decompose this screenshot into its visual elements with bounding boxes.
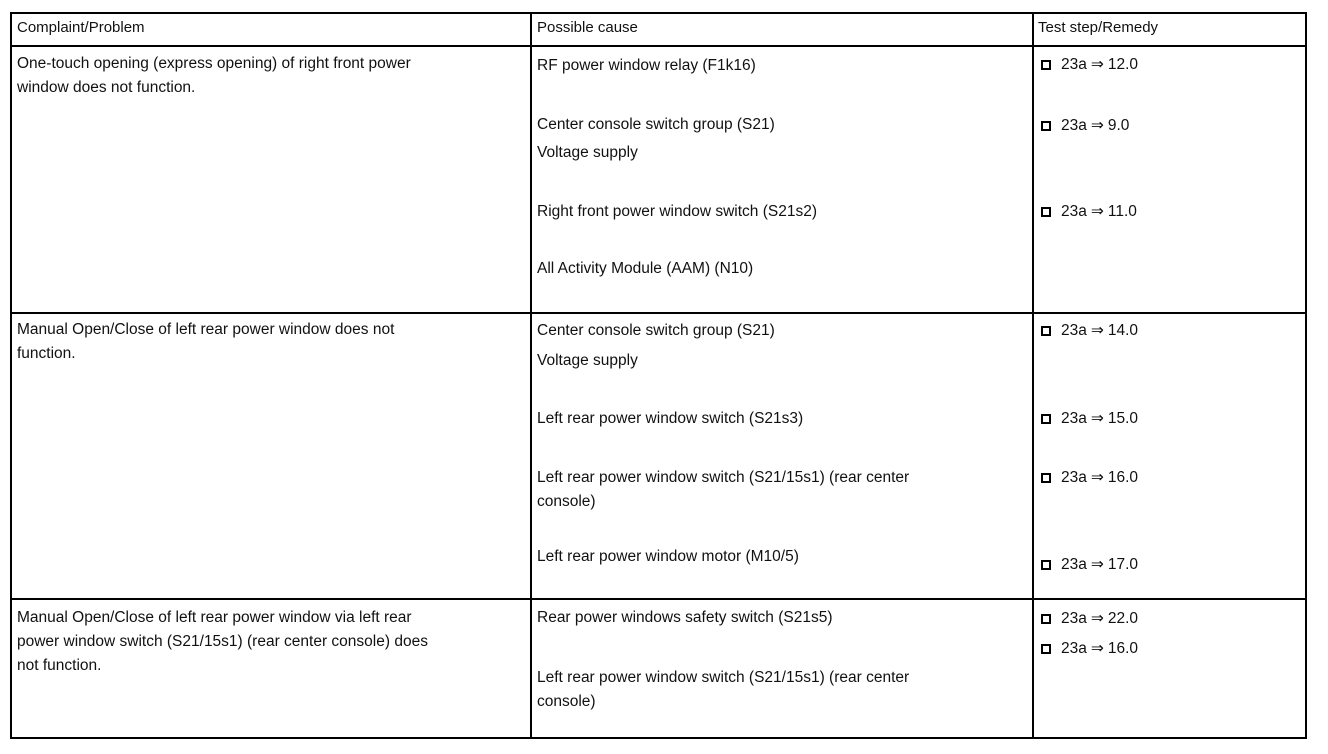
checkbox-icon (1041, 207, 1051, 217)
cause-line: RF power window relay (F1k16) (537, 57, 756, 74)
cause-line: console) (537, 493, 596, 510)
complaint-line: power window switch (S21/15s1) (rear center console) does (17, 633, 428, 650)
test-step: 22.0 (1107, 610, 1139, 627)
cause-line: All Activity Module (AAM) (N10) (537, 260, 754, 277)
column-divider (530, 14, 532, 737)
test-step: 17.0 (1107, 556, 1139, 573)
column-divider (1032, 14, 1034, 737)
checkbox-icon (1041, 614, 1051, 624)
row2-test-2 (1041, 407, 1138, 431)
arrow-icon: ⇒ (1090, 410, 1104, 427)
test-step: 12.0 (1107, 56, 1139, 73)
complaint-line: One-touch opening (express opening) of right front power (17, 55, 411, 72)
cause-line: Voltage supply (537, 352, 638, 369)
row1-test-1 (1041, 53, 1138, 77)
checkbox-icon (1041, 560, 1051, 570)
row2-cause-1 (537, 319, 775, 373)
test-code: 23a (1061, 556, 1087, 573)
arrow-icon: ⇒ (1090, 117, 1104, 134)
row2-test-4 (1041, 553, 1138, 577)
cause-line: Left rear power window switch (S21/15s1) (rear center (537, 669, 910, 686)
row3-cause-2 (537, 666, 909, 714)
checkbox-icon (1041, 473, 1051, 483)
row3-test-2 (1041, 637, 1138, 661)
cause-line: Rear power windows safety switch (S21s5) (537, 609, 833, 626)
arrow-icon: ⇒ (1090, 56, 1104, 73)
test-step: 15.0 (1107, 410, 1139, 427)
test-step: 16.0 (1107, 640, 1139, 657)
row1-test-2 (1041, 114, 1129, 138)
test-step: 11.0 (1107, 203, 1137, 220)
row3-complaint (17, 606, 428, 678)
row-divider (12, 312, 1305, 314)
row1-complaint (17, 52, 411, 100)
test-code: 23a (1061, 117, 1087, 134)
complaint-line: Manual Open/Close of left rear power window via left rear (17, 609, 412, 626)
checkbox-icon (1041, 326, 1051, 336)
row1-cause-4 (537, 257, 753, 281)
header-test-step: Test step/Remedy (1038, 19, 1159, 36)
cause-line: Left rear power window switch (S21s3) (537, 410, 804, 427)
complaint-line: Manual Open/Close of left rear power window does not (17, 321, 395, 338)
checkbox-icon (1041, 60, 1051, 70)
test-code: 23a (1061, 469, 1087, 486)
cause-line: Voltage supply (537, 144, 638, 161)
header-possible-cause: Possible cause (537, 19, 638, 36)
test-code: 23a (1061, 410, 1087, 427)
arrow-icon: ⇒ (1090, 556, 1104, 573)
test-code: 23a (1061, 203, 1087, 220)
row2-test-1 (1041, 319, 1138, 343)
checkbox-icon (1041, 644, 1051, 654)
checkbox-icon (1041, 414, 1051, 424)
row2-complaint (17, 318, 394, 366)
complaint-line: window does not function. (17, 79, 196, 96)
complaint-line: function. (17, 345, 76, 362)
arrow-icon: ⇒ (1090, 203, 1104, 220)
row2-cause-3 (537, 466, 909, 514)
cause-line: Right front power window switch (S21s2) (537, 203, 817, 220)
cause-line: Left rear power window motor (M10/5) (537, 548, 799, 565)
header-complaint: Complaint/Problem (17, 19, 145, 36)
test-step: 14.0 (1107, 322, 1139, 339)
arrow-icon: ⇒ (1090, 469, 1104, 486)
cause-line: console) (537, 693, 596, 710)
cause-line: Center console switch group (S21) (537, 322, 775, 339)
row1-cause-1 (537, 54, 756, 78)
arrow-icon: ⇒ (1090, 640, 1104, 657)
row2-cause-4 (537, 545, 799, 569)
row3-cause-1 (537, 606, 832, 630)
test-step: 16.0 (1107, 469, 1139, 486)
test-step: 9.0 (1107, 117, 1130, 134)
test-code: 23a (1061, 322, 1087, 339)
test-code: 23a (1061, 56, 1087, 73)
row-divider (12, 45, 1305, 47)
test-code: 23a (1061, 610, 1087, 627)
row1-cause-3 (537, 200, 817, 224)
row2-test-3 (1041, 466, 1138, 490)
test-code: 23a (1061, 640, 1087, 657)
cause-line: Center console switch group (S21) (537, 116, 775, 133)
row1-cause-2 (537, 113, 775, 165)
checkbox-icon (1041, 121, 1051, 131)
cause-line: Left rear power window switch (S21/15s1) (rear center (537, 469, 910, 486)
arrow-icon: ⇒ (1090, 322, 1104, 339)
row-divider (12, 598, 1305, 600)
arrow-icon: ⇒ (1090, 610, 1104, 627)
diagnosis-table (10, 12, 1307, 739)
row1-test-3 (1041, 200, 1137, 224)
complaint-line: not function. (17, 657, 102, 674)
row2-cause-2 (537, 407, 803, 431)
row3-test-1 (1041, 607, 1138, 631)
